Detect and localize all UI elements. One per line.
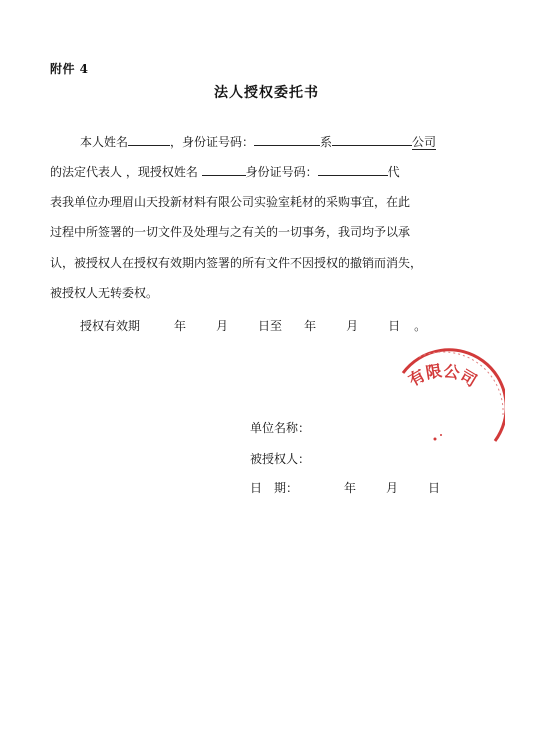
authorized-id-label: 身份证号码： [245, 165, 318, 179]
body-line-4: 过程中所签署的一切文件及处理与之有关的一切事务，我司均予以承 [50, 225, 411, 239]
body-line-5: 认，被授权人在授权有效期内签署的所有文件不因授权的撤销而消失， [50, 256, 423, 270]
company-label: 公司 [412, 135, 437, 149]
name-blank [128, 132, 170, 146]
id-blank [254, 132, 320, 146]
date-month: 月 [386, 481, 399, 495]
body-line-3: 表我单位办理眉山天投新材料有限公司实验室耗材的采购事宜，在此 [50, 195, 411, 209]
date-row [250, 479, 440, 496]
seal-dot [434, 438, 437, 441]
validity-label: 授权有效期 [80, 319, 141, 333]
authorized-id-blank [318, 162, 388, 176]
date-year: 年 [344, 481, 357, 495]
date-label: 日 期： [250, 481, 299, 495]
body-line-6: 被授权人无转委权。 [50, 286, 159, 300]
unit-name-row [250, 419, 310, 436]
belongs-label: 系 [320, 135, 333, 149]
company-blank [332, 132, 412, 146]
validity-year-1: 年 [174, 319, 187, 333]
line2-end: 代 [387, 165, 400, 179]
representative-text: 的法定代表人 ，现授权姓名 [50, 165, 202, 179]
validity-month-2: 月 [346, 319, 359, 333]
id-label: ，身份证号码： [170, 135, 255, 149]
validity-line [80, 317, 426, 334]
authorized-person-row [250, 450, 310, 467]
seal-text [405, 361, 480, 390]
company-seal [395, 345, 505, 455]
authorized-person-label: 被授权人： [250, 452, 311, 466]
body-line-1 [80, 130, 490, 154]
unit-name-label: 单位名称： [250, 421, 311, 435]
validity-month-1: 月 [216, 319, 229, 333]
seal-text-path: 有限公司 [405, 361, 481, 391]
attachment-label: 附件 4 [50, 62, 89, 76]
authorized-name-blank [202, 162, 246, 176]
validity-day-to: 日至 [258, 319, 283, 333]
validity-day-2: 日 [388, 319, 401, 333]
validity-year-2: 年 [304, 319, 317, 333]
date-day: 日 [428, 481, 441, 495]
seal-dot-2 [440, 434, 442, 436]
document-title: 法人授权委托书 [214, 85, 319, 101]
validity-end: 。 [414, 319, 427, 333]
body-line-2 [50, 160, 460, 184]
name-label: 本人姓名 [80, 135, 129, 149]
